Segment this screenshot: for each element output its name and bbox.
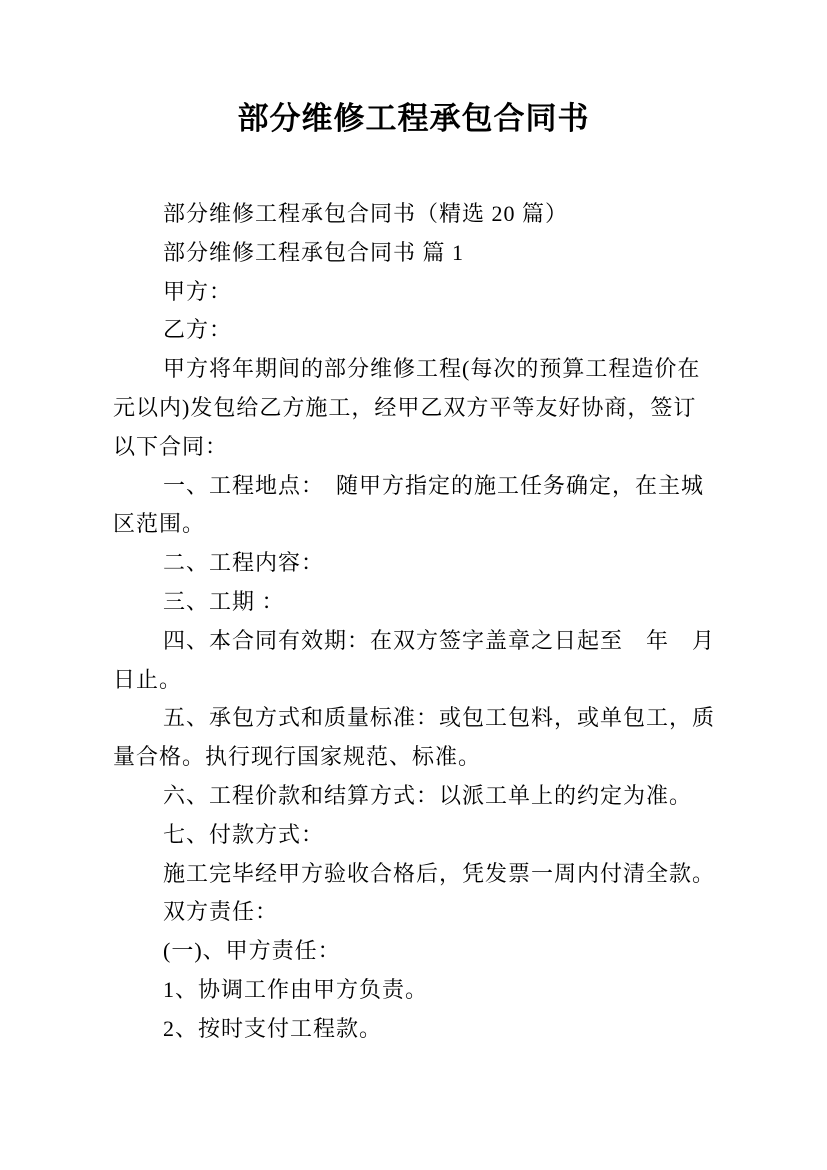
- document-title: 部分维修工程承包合同书: [237, 101, 590, 136]
- text-line: 日止。: [113, 666, 183, 692]
- text-line: 一、工程地点： 随甲方指定的施工任务确定，在主城: [163, 472, 705, 498]
- text-line: 三、工期 ：: [163, 588, 285, 614]
- text-line: 二、工程内容：: [163, 550, 325, 576]
- text-line: 部分维修工程承包合同书 篇 1: [163, 239, 465, 265]
- text-line: 部分维修工程承包合同书（精选 20 篇）: [163, 201, 569, 226]
- text-line: 五、承包方式和质量标准：或包工包料，或单包工，质: [163, 705, 716, 731]
- text-line: 乙方：: [163, 317, 233, 343]
- text-line: 2、按时支付工程款。: [163, 1015, 383, 1041]
- text-line: 以下合同：: [113, 433, 229, 459]
- text-line: (一)、甲方责任：: [163, 938, 341, 964]
- text-line: 七、付款方式：: [163, 821, 325, 847]
- text-line: 甲方将年期间的部分维修工程(每次的预算工程造价在: [163, 356, 701, 382]
- text-line: 元以内)发包给乙方施工，经甲乙双方平等友好协商，签订: [113, 394, 697, 420]
- text-line: 四、本合同有效期：在双方签字盖章之日起至 年 月: [163, 627, 716, 653]
- text-line: 甲方：: [163, 278, 233, 304]
- text-line: 量合格。执行现行国家规范、标准。: [113, 744, 482, 770]
- document-body: [0, 195, 827, 1049]
- text-line: 区范围。: [113, 511, 206, 537]
- text-line: 施工完毕经甲方验收合格后，凭发票一周内付清全款。: [163, 860, 716, 886]
- text-line: 六、工程价款和结算方式：以派工单上的约定为准。: [163, 782, 693, 808]
- text-line: 双方责任：: [163, 899, 279, 925]
- text-line: 1、协调工作由甲方负责。: [163, 976, 429, 1002]
